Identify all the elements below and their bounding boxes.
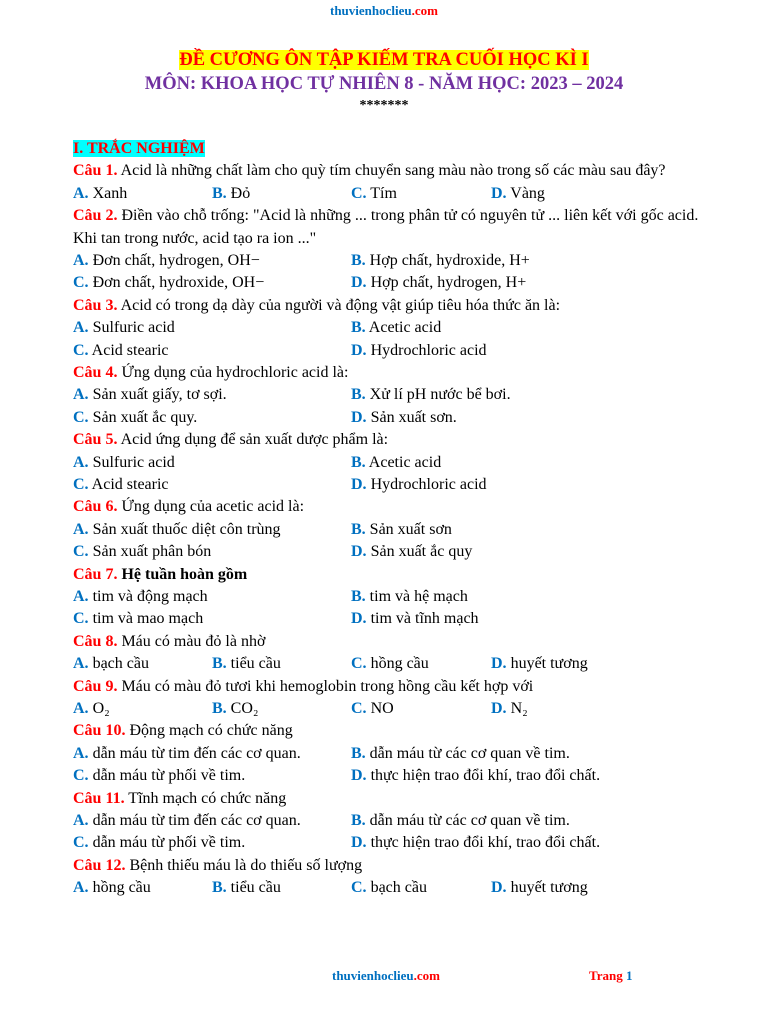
answer-option-d[interactable] xyxy=(351,340,487,362)
question-text: Ứng dụng của hydrochloric acid là: xyxy=(117,363,349,381)
question-text: Hệ tuần hoàn gồm xyxy=(117,565,248,583)
answer-option-b[interactable] xyxy=(351,384,511,406)
page-number-value: 1 xyxy=(625,968,633,983)
option-text: Acetic acid xyxy=(365,453,442,471)
option-letter: C. xyxy=(73,834,89,852)
option-letter: B. xyxy=(351,319,366,337)
answer-option-a[interactable] xyxy=(73,452,175,474)
question-number: Câu 10. xyxy=(73,722,126,740)
document-title: ĐỀ CƯƠNG ÔN TẬP KIẾM TRA CUỐI HỌC KÌ I xyxy=(179,50,589,70)
option-letter: D. xyxy=(491,699,507,717)
question-number: Câu 9. xyxy=(73,677,118,695)
option-letter: A. xyxy=(73,744,89,762)
option-letter: A. xyxy=(73,386,89,404)
question-4 xyxy=(73,362,723,384)
option-text: Đơn chất, hydrogen, OH− xyxy=(88,252,260,269)
option-letter: D. xyxy=(351,408,367,426)
answer-option-d[interactable] xyxy=(491,698,528,720)
answer-option-d[interactable] xyxy=(351,474,487,496)
footer-site-domain: .com xyxy=(413,968,440,983)
option-letter: B. xyxy=(351,252,366,269)
option-text: CO₂ xyxy=(226,699,259,717)
option-letter: D. xyxy=(351,274,367,292)
answer-option-d[interactable] xyxy=(351,832,600,854)
option-row xyxy=(73,586,723,608)
answer-option-c[interactable] xyxy=(73,474,169,496)
option-letter: B. xyxy=(351,744,366,762)
answer-option-d[interactable] xyxy=(351,541,472,563)
option-text: huyết tương xyxy=(506,655,588,673)
answer-option-d[interactable] xyxy=(491,653,588,675)
answer-option-c[interactable] xyxy=(73,608,203,630)
option-text: Đỏ xyxy=(226,184,251,202)
footer-site-link[interactable] xyxy=(332,968,440,984)
answer-option-b[interactable] xyxy=(351,519,452,541)
answer-option-a[interactable] xyxy=(73,519,281,541)
page-label: Trang xyxy=(589,968,623,983)
option-letter: C. xyxy=(73,543,89,561)
option-text: Hydrochloric acid xyxy=(366,475,487,493)
option-letter: A. xyxy=(73,655,89,673)
option-text: Sản xuất ắc quy xyxy=(366,543,473,561)
option-text: Tím xyxy=(366,184,397,202)
option-text: Acetic acid xyxy=(365,319,442,337)
option-letter: A. xyxy=(73,699,89,717)
question-3 xyxy=(73,295,723,317)
answer-option-c[interactable] xyxy=(351,877,427,899)
question-text: Ứng dụng của acetic acid là: xyxy=(117,498,305,516)
answer-option-d[interactable] xyxy=(351,272,526,294)
option-text: Xanh xyxy=(88,184,128,202)
question-number: Câu 6. xyxy=(73,498,118,516)
option-letter: B. xyxy=(212,655,227,673)
option-text: thực hiện trao đổi khí, trao đổi chất. xyxy=(366,834,601,852)
option-text: Vàng xyxy=(506,184,545,202)
question-number: Câu 8. xyxy=(73,632,118,650)
option-letter: C. xyxy=(73,475,89,493)
page-number xyxy=(589,968,632,984)
title-separator: ******* xyxy=(359,98,409,113)
answer-option-a[interactable] xyxy=(73,877,151,899)
option-text: Sản xuất ắc quy. xyxy=(88,408,198,426)
option-text: tim và tĩnh mạch xyxy=(366,610,479,628)
question-text: Tĩnh mạch có chức năng xyxy=(124,789,287,807)
option-text: bạch cầu xyxy=(88,655,149,673)
option-row xyxy=(73,877,723,899)
option-text: Đơn chất, hydroxide, OH− xyxy=(88,274,265,292)
option-row xyxy=(73,608,723,630)
answer-option-b[interactable] xyxy=(351,317,441,339)
option-letter: B. xyxy=(351,453,366,471)
answer-option-b[interactable] xyxy=(351,452,441,474)
option-row xyxy=(73,765,723,787)
option-text: hồng cầu xyxy=(88,879,151,897)
answer-option-d[interactable] xyxy=(491,877,588,899)
answer-option-d[interactable] xyxy=(351,608,479,630)
option-text: Xử lí pH nước bể bơi. xyxy=(365,386,511,404)
option-letter: B. xyxy=(351,811,366,829)
option-text: tim và động mạch xyxy=(88,587,208,605)
answer-option-a[interactable] xyxy=(73,384,227,406)
option-letter: B. xyxy=(212,184,227,202)
option-text: Acid stearic xyxy=(88,341,169,359)
option-letter: A. xyxy=(73,879,89,897)
option-row xyxy=(73,698,723,720)
answer-option-c[interactable] xyxy=(73,340,169,362)
answer-option-b[interactable] xyxy=(351,810,570,832)
question-text: Động mạch có chức năng xyxy=(125,722,293,740)
option-letter: B. xyxy=(212,879,227,897)
answer-option-b[interactable] xyxy=(212,698,258,720)
option-row xyxy=(73,474,723,496)
option-letter: D. xyxy=(351,475,367,493)
question-9 xyxy=(73,676,723,698)
option-text: Hợp chất, hydrogen, H+ xyxy=(366,274,527,292)
option-row xyxy=(73,519,723,541)
answer-option-a[interactable] xyxy=(73,183,127,205)
option-row xyxy=(73,810,723,832)
option-text: huyết tương xyxy=(506,879,588,897)
option-letter: C. xyxy=(351,699,367,717)
option-letter: B. xyxy=(212,699,227,717)
answer-option-b[interactable] xyxy=(212,877,281,899)
question-text: Acid ứng dụng để sản xuất dược phẩm là: xyxy=(117,431,389,449)
question-1 xyxy=(73,160,723,182)
question-text: Bệnh thiếu máu là do thiếu số lượng xyxy=(125,856,363,874)
option-letter: D. xyxy=(351,834,367,852)
question-number: Câu 12. xyxy=(73,856,126,874)
answer-option-a[interactable] xyxy=(73,653,149,675)
answer-option-a[interactable] xyxy=(73,810,301,832)
footer-site-name: thuvienhoclieu xyxy=(332,968,414,983)
option-letter: C. xyxy=(351,655,367,673)
option-row xyxy=(73,832,723,854)
option-letter: C. xyxy=(73,408,89,426)
question-number: Câu 3. xyxy=(73,296,118,314)
answer-option-d[interactable] xyxy=(491,183,545,205)
option-text: O₂ xyxy=(88,699,110,717)
option-row xyxy=(73,384,723,406)
answer-option-b[interactable] xyxy=(212,183,250,205)
option-letter: A. xyxy=(73,520,89,538)
option-row xyxy=(73,250,723,272)
option-letter: C. xyxy=(73,341,89,359)
option-text: dẫn máu từ tim đến các cơ quan. xyxy=(88,811,301,829)
answer-option-d[interactable] xyxy=(351,765,600,787)
answer-option-c[interactable] xyxy=(73,272,264,294)
option-row xyxy=(73,541,723,563)
option-letter: D. xyxy=(351,767,367,785)
option-letter: A. xyxy=(73,184,89,202)
option-text: dẫn máu từ các cơ quan về tim. xyxy=(365,744,570,762)
question-10 xyxy=(73,720,723,742)
option-row xyxy=(73,743,723,765)
option-letter: D. xyxy=(351,341,367,359)
answer-option-b[interactable] xyxy=(212,653,281,675)
option-letter: A. xyxy=(73,453,89,471)
option-text: Sản xuất phân bón xyxy=(88,543,212,561)
question-number: Câu 5. xyxy=(73,431,118,449)
answer-option-d[interactable] xyxy=(351,407,457,429)
answer-option-a[interactable] xyxy=(73,317,175,339)
answer-option-c[interactable] xyxy=(73,765,245,787)
question-6 xyxy=(73,496,723,518)
question-text: Acid là những chất làm cho quỳ tím chuyển sang màu nào trong số các màu sau đây? xyxy=(117,162,666,180)
option-letter: D. xyxy=(351,543,367,561)
answer-option-c[interactable] xyxy=(351,183,397,205)
answer-option-c[interactable] xyxy=(351,653,429,675)
question-8 xyxy=(73,631,723,653)
question-number: Câu 2. xyxy=(73,207,118,225)
option-letter: B. xyxy=(351,386,366,404)
question-5 xyxy=(73,429,723,451)
option-text: thực hiện trao đổi khí, trao đổi chất. xyxy=(366,767,601,785)
option-letter: D. xyxy=(491,655,507,673)
header-site-link[interactable] xyxy=(0,3,768,19)
answer-option-c[interactable] xyxy=(73,407,197,429)
option-text: tiểu cầu xyxy=(226,655,281,673)
question-text: Điền vào chỗ trống: "Acid là những ... trong phân tử có nguyên tử ... liên kết với gốc acid. Khi tan trong nước, acid tạo ra ion ..." xyxy=(73,207,699,247)
option-text: tim và hệ mạch xyxy=(365,587,468,605)
answer-option-c[interactable] xyxy=(351,698,394,720)
option-letter: C. xyxy=(351,879,367,897)
option-row xyxy=(73,452,723,474)
answer-option-b[interactable] xyxy=(351,250,530,272)
option-text: Sản xuất sơn xyxy=(365,520,452,538)
question-11 xyxy=(73,788,723,810)
answer-option-a[interactable] xyxy=(73,698,110,720)
document-subtitle: MÔN: KHOA HỌC TỰ NHIÊN 8 - NĂM HỌC: 2023 – 2024 xyxy=(144,74,624,94)
option-letter: D. xyxy=(491,879,507,897)
option-text: Sản xuất thuốc diệt côn trùng xyxy=(88,520,281,538)
question-text: Máu có màu đỏ là nhờ xyxy=(117,632,266,650)
option-row xyxy=(73,407,723,429)
option-letter: C. xyxy=(73,274,89,292)
question-number: Câu 1. xyxy=(73,162,118,180)
question-number: Câu 4. xyxy=(73,363,118,381)
question-number: Câu 7. xyxy=(73,565,118,583)
option-text: Sulfuric acid xyxy=(88,453,175,471)
option-text: NO xyxy=(366,699,394,717)
answer-option-a[interactable] xyxy=(73,586,208,608)
option-text: bạch cầu xyxy=(366,879,427,897)
question-12 xyxy=(73,855,723,877)
option-letter: A. xyxy=(73,811,89,829)
answer-option-a[interactable] xyxy=(73,743,301,765)
option-row xyxy=(73,340,723,362)
option-text: Hydrochloric acid xyxy=(366,341,487,359)
header-site-domain: .com xyxy=(411,3,438,18)
question-text: Máu có màu đỏ tươi khi hemoglobin trong hồng cầu kết hợp với xyxy=(117,677,534,695)
option-letter: A. xyxy=(73,319,89,337)
section-title: I. TRẮC NGHIỆM xyxy=(73,140,205,157)
option-text: dẫn máu từ phối về tim. xyxy=(88,834,246,852)
answer-option-c[interactable] xyxy=(73,832,245,854)
question-number: Câu 11. xyxy=(73,789,125,807)
option-letter: D. xyxy=(351,610,367,628)
option-row xyxy=(73,653,723,675)
option-text: Sản xuất giấy, tơ sợi. xyxy=(88,386,227,404)
option-text: hồng cầu xyxy=(366,655,429,673)
option-letter: C. xyxy=(351,184,367,202)
answer-option-a[interactable] xyxy=(73,250,260,272)
question-7 xyxy=(73,564,723,586)
option-letter: B. xyxy=(351,520,366,538)
answer-option-b[interactable] xyxy=(351,586,468,608)
option-letter: A. xyxy=(73,587,89,605)
option-text: N₂ xyxy=(506,699,528,717)
question-list xyxy=(73,160,723,899)
option-text: Hợp chất, hydroxide, H+ xyxy=(365,252,530,269)
document-body xyxy=(73,138,723,899)
option-letter: D. xyxy=(491,184,507,202)
option-text: Sản xuất sơn. xyxy=(366,408,457,426)
option-row xyxy=(73,272,723,294)
option-letter: A. xyxy=(73,252,89,269)
option-letter: C. xyxy=(73,767,89,785)
option-text: tiểu cầu xyxy=(226,879,281,897)
answer-option-c[interactable] xyxy=(73,541,211,563)
option-text: tim và mao mạch xyxy=(88,610,204,628)
header-site-name: thuvienhoclieu xyxy=(330,3,412,18)
question-2 xyxy=(73,205,723,250)
option-row xyxy=(73,317,723,339)
option-letter: B. xyxy=(351,587,366,605)
option-text: Sulfuric acid xyxy=(88,319,175,337)
option-text: dẫn máu từ các cơ quan về tim. xyxy=(365,811,570,829)
option-text: Acid stearic xyxy=(88,475,169,493)
answer-option-b[interactable] xyxy=(351,743,570,765)
option-text: dẫn máu từ phối về tim. xyxy=(88,767,246,785)
option-row xyxy=(73,183,723,205)
option-text: dẫn máu từ tim đến các cơ quan. xyxy=(88,744,301,762)
option-letter: C. xyxy=(73,610,89,628)
question-text: Acid có trong dạ dày của người và động vật giúp tiêu hóa thức ăn là: xyxy=(117,296,561,314)
